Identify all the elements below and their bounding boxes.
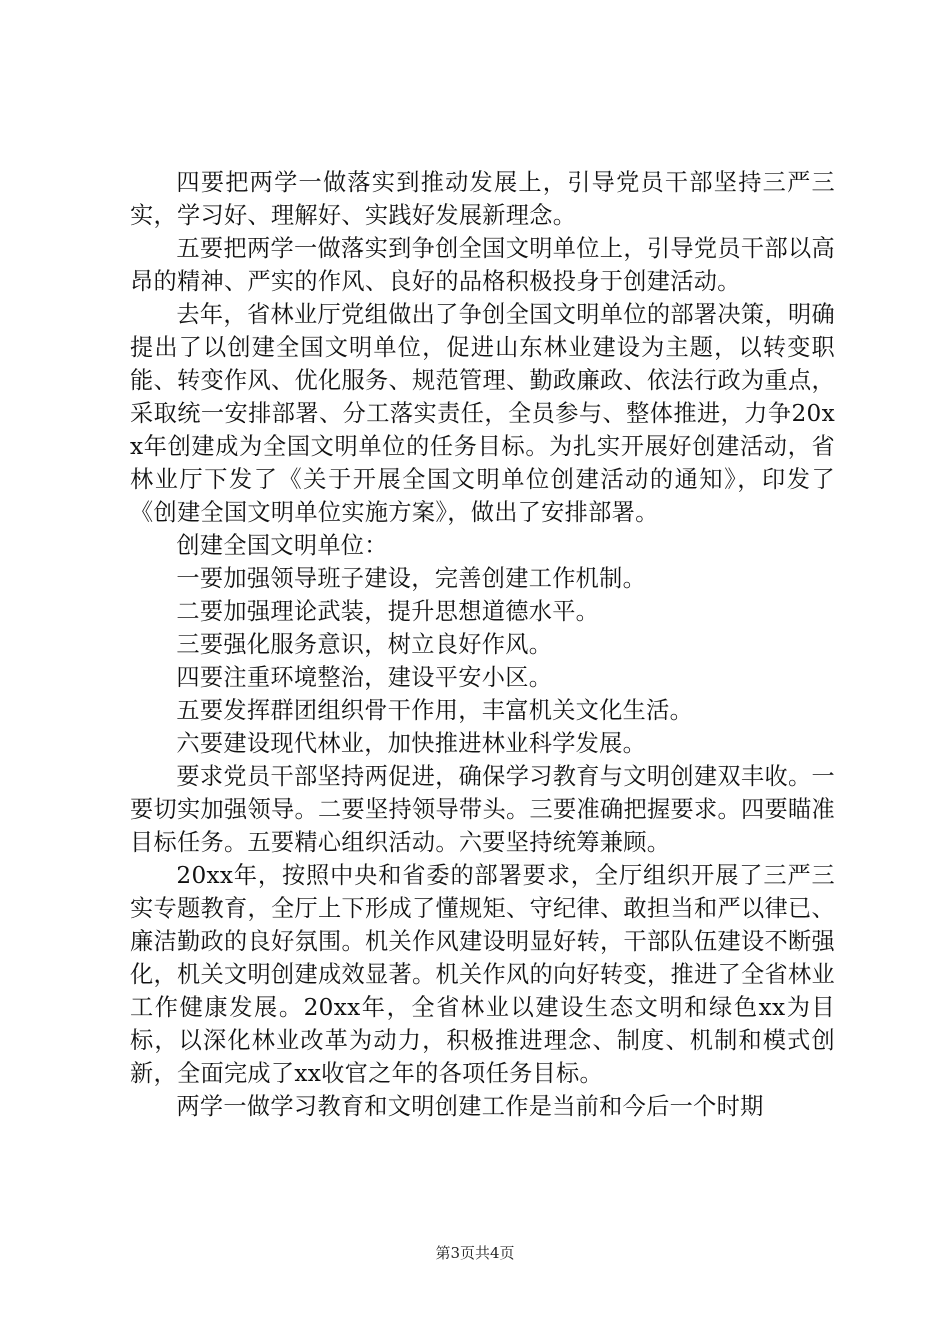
page-footer xyxy=(0,1243,950,1263)
paragraph: 去年，省林业厅党组做出了争创全国文明单位的部署决策，明确提出了以创建全国文明单位，促进山东林业建设为主题，以转变职能、转变作风、优化服务、规范管理、勤政廉政、依法行政为重点，采取统一安排部署、分工落实责任，全员参与、整体推进，力争20xx年创建成为全国文明单位的任务目标。为扎实开展好创建活动，省林业厅下发了《关于开展全国文明单位创建活动的通知》，印发了《创建全国文明单位实施方案》，做出了安排部署。 xyxy=(130,301,835,526)
page-number: 第3页 xyxy=(435,1244,475,1262)
document-body xyxy=(130,166,835,1123)
list-item: 三要强化服务意识，树立良好作风。 xyxy=(176,631,553,658)
list-item: 五要发挥群团组织骨干作用，丰富机关文化生活。 xyxy=(176,697,694,724)
paragraph: 要求党员干部坚持两促进，确保学习教育与文明创建双丰收。一要切实加强领导。二要坚持领导带头。三要准确把握要求。四要瞄准目标任务。五要精心组织活动。六要坚持统筹兼顾。 xyxy=(130,763,835,856)
paragraph: 两学一做学习教育和文明创建工作是当前和今后一个时期 xyxy=(176,1093,764,1120)
paragraph: 五要把两学一做落实到争创全国文明单位上，引导党员干部以高昂的精神、严实的作风、良好的品格积极投身于创建活动。 xyxy=(130,235,835,295)
list-item: 四要注重环境整治，建设平安小区。 xyxy=(176,664,553,691)
list-item: 六要建设现代林业，加快推进林业科学发展。 xyxy=(176,730,647,757)
paragraph: 四要把两学一做落实到推动发展上，引导党员干部坚持三严三实，学习好、理解好、实践好发展新理念。 xyxy=(130,169,835,229)
total-pages: 共4页 xyxy=(475,1244,515,1262)
paragraph: 20xx年，按照中央和省委的部署要求，全厅组织开展了三严三实专题教育，全厅上下形成了懂规矩、守纪律、敢担当和严以律已、廉洁勤政的良好氛围。机关作风建设明显好转，干部队伍建设不断强化，机关文明创建成效显著。机关作风的向好转变，推进了全省林业工作健康发展。20xx年，全省林业以建设生态文明和绿色xx为目标，以深化林业改革为动力，积极推进理念、制度、机制和模式创新，全面完成了xx收官之年的各项任务目标。 xyxy=(130,862,835,1087)
list-item: 二要加强理论武装，提升思想道德水平。 xyxy=(176,598,600,625)
list-item: 一要加强领导班子建设，完善创建工作机制。 xyxy=(176,565,647,592)
list-heading: 创建全国文明单位： xyxy=(176,532,388,559)
